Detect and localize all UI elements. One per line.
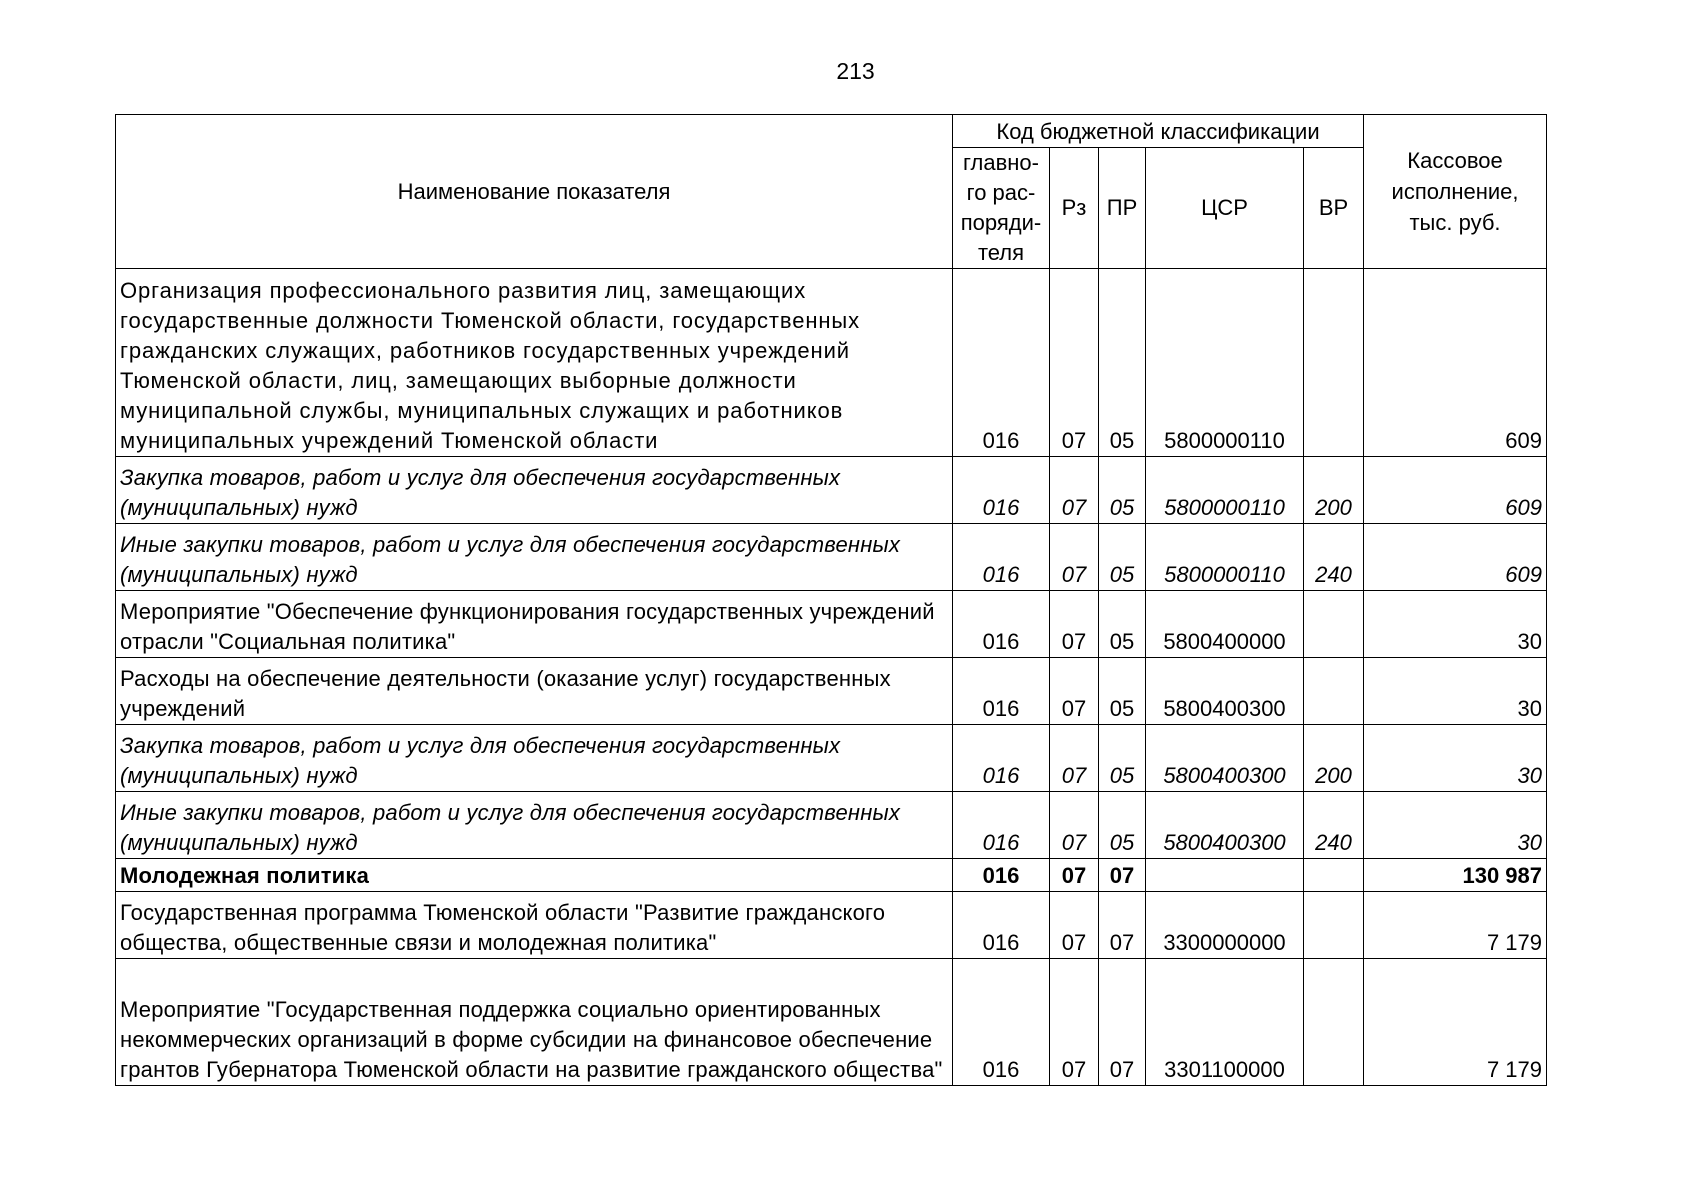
table-row bbox=[116, 269, 1547, 457]
header-budget-code: Код бюджетной классификации bbox=[953, 115, 1364, 148]
row-amount: 7 179 bbox=[1364, 959, 1547, 1086]
row-rz: 07 bbox=[1050, 859, 1099, 892]
row-rz: 07 bbox=[1050, 725, 1099, 792]
row-pr: 05 bbox=[1099, 269, 1146, 457]
row-ministry: 016 bbox=[953, 792, 1050, 859]
row-rz: 07 bbox=[1050, 524, 1099, 591]
row-ministry: 016 bbox=[953, 524, 1050, 591]
table-body bbox=[116, 269, 1547, 1086]
header-total bbox=[1364, 115, 1547, 269]
row-csr: 5800400300 bbox=[1146, 658, 1304, 725]
header-ministry-line: теля bbox=[977, 240, 1025, 265]
table-row bbox=[116, 792, 1547, 859]
row-name: Закупка товаров, работ и услуг для обеспечения государственных (муниципальных) нужд bbox=[116, 457, 953, 524]
row-vr: 240 bbox=[1304, 524, 1364, 591]
row-vr bbox=[1304, 591, 1364, 658]
row-vr: 200 bbox=[1304, 457, 1364, 524]
header-total-line: тыс. руб. bbox=[1409, 210, 1501, 235]
row-ministry: 016 bbox=[953, 269, 1050, 457]
row-csr: 5800400000 bbox=[1146, 591, 1304, 658]
header-total-line: Кассовое bbox=[1407, 148, 1503, 173]
table-row bbox=[116, 524, 1547, 591]
row-amount: 609 bbox=[1364, 524, 1547, 591]
row-rz: 07 bbox=[1050, 892, 1099, 959]
row-amount: 609 bbox=[1364, 457, 1547, 524]
row-amount: 30 bbox=[1364, 658, 1547, 725]
row-amount: 30 bbox=[1364, 725, 1547, 792]
header-csr: ЦСР bbox=[1146, 148, 1304, 269]
header-rz: Рз bbox=[1050, 148, 1099, 269]
table-row bbox=[116, 658, 1547, 725]
header-vr: ВР bbox=[1304, 148, 1364, 269]
row-vr bbox=[1304, 959, 1364, 1086]
row-csr: 3301100000 bbox=[1146, 959, 1304, 1086]
row-csr: 5800000110 bbox=[1146, 269, 1304, 457]
row-pr: 07 bbox=[1099, 859, 1146, 892]
header-ministry-line: го рас- bbox=[966, 180, 1036, 205]
row-amount: 30 bbox=[1364, 792, 1547, 859]
row-csr: 5800000110 bbox=[1146, 457, 1304, 524]
header-ministry-line: главно- bbox=[962, 150, 1039, 175]
row-vr: 200 bbox=[1304, 725, 1364, 792]
row-rz: 07 bbox=[1050, 959, 1099, 1086]
table-row bbox=[116, 457, 1547, 524]
row-ministry: 016 bbox=[953, 457, 1050, 524]
header-total-line: исполнение, bbox=[1391, 179, 1519, 204]
row-vr: 240 bbox=[1304, 792, 1364, 859]
row-vr bbox=[1304, 892, 1364, 959]
row-name: Мероприятие "Обеспечение функционирования государственных учреждений отрасли "Социальная политика" bbox=[116, 591, 953, 658]
row-ministry: 016 bbox=[953, 892, 1050, 959]
row-pr: 05 bbox=[1099, 591, 1146, 658]
row-ministry: 016 bbox=[953, 658, 1050, 725]
row-ministry: 016 bbox=[953, 591, 1050, 658]
row-rz: 07 bbox=[1050, 457, 1099, 524]
row-rz: 07 bbox=[1050, 792, 1099, 859]
row-csr bbox=[1146, 859, 1304, 892]
table-row bbox=[116, 892, 1547, 959]
row-amount: 130 987 bbox=[1364, 859, 1547, 892]
table-row bbox=[116, 591, 1547, 658]
table-row bbox=[116, 959, 1547, 1086]
row-pr: 05 bbox=[1099, 725, 1146, 792]
row-pr: 05 bbox=[1099, 524, 1146, 591]
row-name: Иные закупки товаров, работ и услуг для обеспечения государственных (муниципальных) нужд bbox=[116, 524, 953, 591]
header-ministry-line: поряди- bbox=[960, 210, 1042, 235]
row-ministry: 016 bbox=[953, 725, 1050, 792]
row-name: Организация профессионального развития лиц, замещающих государственные должности Тюменской области, государственных гражданских служащих, работников государственных учреждений Тюменской области, лиц, замещающих выборные должности муниципальной службы, муниципальных служащих и работников муниципальных учреждений Тюменской области bbox=[116, 269, 953, 457]
row-vr bbox=[1304, 269, 1364, 457]
row-pr: 07 bbox=[1099, 892, 1146, 959]
row-vr bbox=[1304, 658, 1364, 725]
row-amount: 30 bbox=[1364, 591, 1547, 658]
row-name: Закупка товаров, работ и услуг для обеспечения государственных (муниципальных) нужд bbox=[116, 725, 953, 792]
budget-table bbox=[115, 114, 1547, 1086]
row-name: Расходы на обеспечение деятельности (оказание услуг) государственных учреждений bbox=[116, 658, 953, 725]
row-pr: 05 bbox=[1099, 792, 1146, 859]
row-ministry: 016 bbox=[953, 859, 1050, 892]
table-header bbox=[116, 115, 1547, 269]
header-pr: ПР bbox=[1099, 148, 1146, 269]
row-csr: 5800400300 bbox=[1146, 792, 1304, 859]
header-ministry bbox=[953, 148, 1050, 269]
page-number: 213 bbox=[836, 58, 875, 84]
row-vr bbox=[1304, 859, 1364, 892]
row-pr: 05 bbox=[1099, 457, 1146, 524]
row-name: Иные закупки товаров, работ и услуг для обеспечения государственных (муниципальных) нужд bbox=[116, 792, 953, 859]
row-rz: 07 bbox=[1050, 591, 1099, 658]
table-row bbox=[116, 725, 1547, 792]
table-row bbox=[116, 859, 1547, 892]
row-pr: 07 bbox=[1099, 959, 1146, 1086]
row-amount: 609 bbox=[1364, 269, 1547, 457]
row-rz: 07 bbox=[1050, 269, 1099, 457]
row-csr: 3300000000 bbox=[1146, 892, 1304, 959]
row-amount: 7 179 bbox=[1364, 892, 1547, 959]
row-name: Молодежная политика bbox=[116, 859, 953, 892]
row-rz: 07 bbox=[1050, 658, 1099, 725]
row-name: Мероприятие "Государственная поддержка социально ориентированных некоммерческих организаций в форме субсидии на финансовое обеспечение грантов Губернатора Тюменской области на развитие гражданского общества" bbox=[116, 959, 953, 1086]
row-name: Государственная программа Тюменской области "Развитие гражданского общества, общественные связи и молодежная политика" bbox=[116, 892, 953, 959]
header-name: Наименование показателя bbox=[116, 115, 953, 269]
row-ministry: 016 bbox=[953, 959, 1050, 1086]
row-pr: 05 bbox=[1099, 658, 1146, 725]
row-csr: 5800400300 bbox=[1146, 725, 1304, 792]
row-csr: 5800000110 bbox=[1146, 524, 1304, 591]
